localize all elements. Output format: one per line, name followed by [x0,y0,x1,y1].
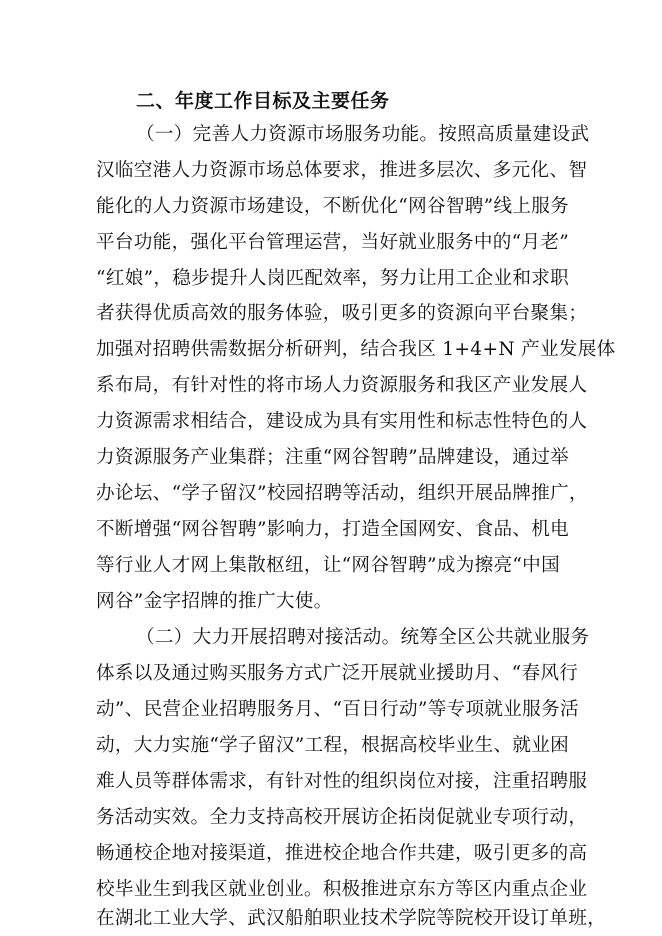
paragraph-line: 等行业人才网上集散枢纽，让“网谷智聘”成为擦亮“中国 [96,555,560,576]
paragraph-line: 平台功能，强化平台管理运营，当好就业服务中的“月老” [96,232,570,253]
paragraph-line: 难人员等群体需求，有针对性的组织岗位对接，注重招聘服 [96,771,588,792]
paragraph-line: （一）完善人力资源市场服务功能。按照高质量建设武 [136,124,590,145]
paragraph-line: 务活动实效。全力支持高校开展访企拓岗促就业专项行动， [96,807,588,828]
paragraph-line: 办论坛、“学子留汉”校园招聘等活动，组织开展品牌推广， [96,483,588,504]
paragraph-line: 汉临空港人力资源市场总体要求，推进多层次、多元化、智 [96,160,588,181]
paragraph-line: 系布局，有针对性的将市场人力资源服务和我区产业发展人 [96,375,588,396]
paragraph-line: 能化的人力资源市场建设，不断优化“网谷智聘”线上服务 [96,196,570,217]
paragraph-line: 畅通校企地对接渠道，推进校企地合作共建，吸引更多的高 [96,843,588,864]
paragraph-line: 动，大力实施“学子留汉”工程，根据高校毕业生、就业困 [96,735,570,756]
paragraph-line: 在湖北工业大学、武汉船舶职业技术学院等院校开设订单班， [96,908,607,929]
paragraph-line: 动”、民营企业招聘服务月、“百日行动”等专项就业服务活 [96,699,579,720]
paragraph-line: “红娘”，稳步提升人岗匹配效率，努力让用工企业和求职 [96,268,570,289]
paragraph-line: 力资源服务产业集群；注重“网谷智聘”品牌建设，通过举 [96,447,570,468]
paragraph-line: 网谷”金字招牌的推广大使。 [96,591,333,612]
section-heading: 二、年度工作目标及主要任务 [136,90,390,112]
paragraph-line: 力资源需求相结合，建设成为具有实用性和标志性特色的人 [96,411,588,432]
paragraph-line: 加强对招聘供需数据分析研判，结合我区 1+4+N 产业发展体 [96,339,616,360]
paragraph-line: 不断增强“网谷智聘”影响力，打造全国网安、食品、机电 [96,519,570,540]
paragraph-line: 校毕业生到我区就业创业。积极推进京东方等区内重点企业 [96,879,588,900]
paragraph-line: （二）大力开展招聘对接活动。统筹全区公共就业服务 [136,627,590,648]
paragraph-line: 者获得优质高效的服务体验，吸引更多的资源向平台聚集； [96,303,588,324]
paragraph-line: 体系以及通过购买服务方式广泛开展就业援助月、“春风行 [96,663,579,684]
